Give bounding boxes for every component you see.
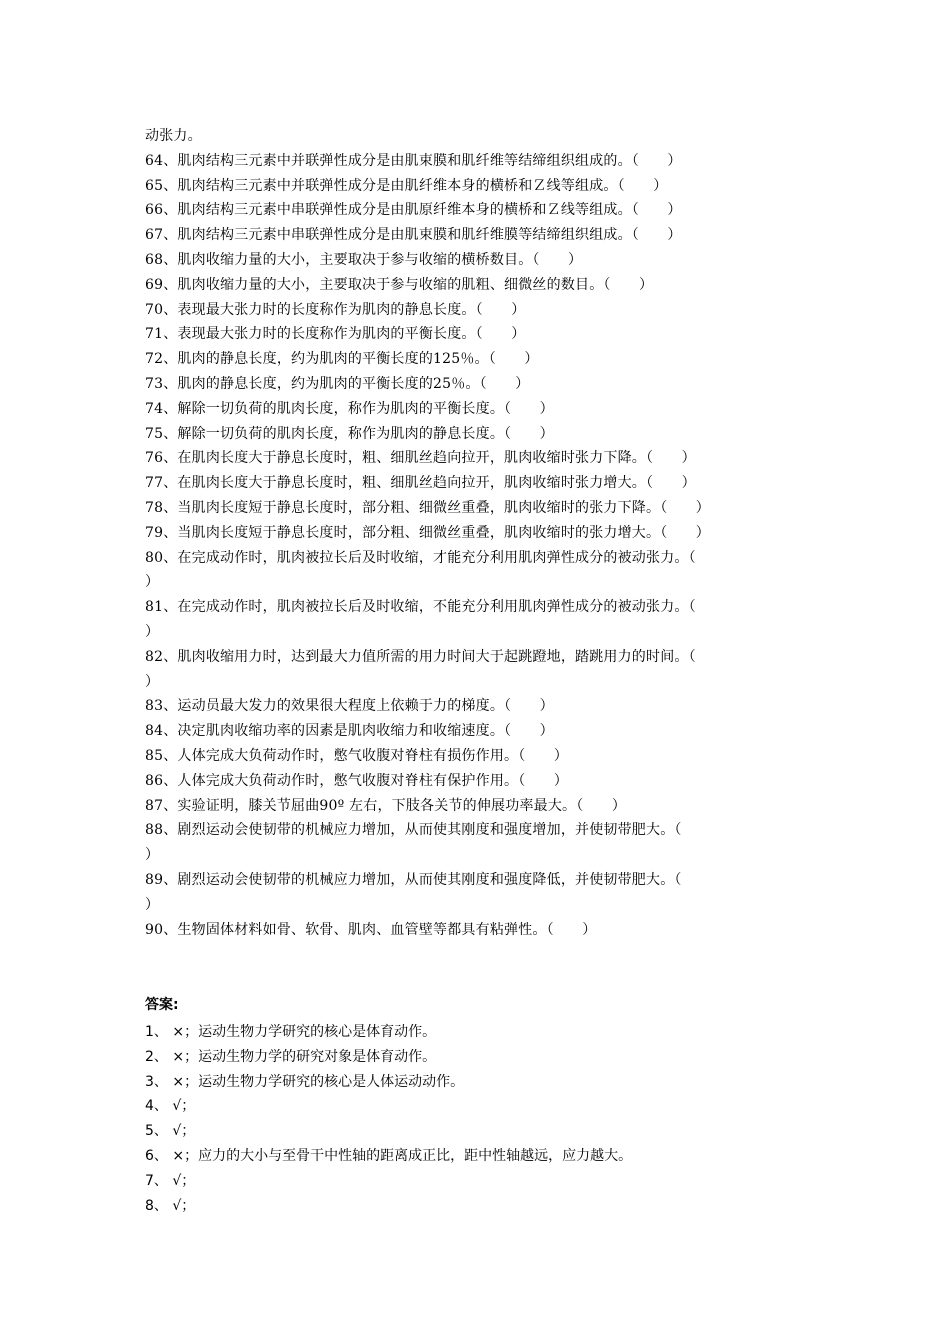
answer-line: 3、 ×；运动生物力学研究的核心是人体运动动作。	[145, 1073, 465, 1090]
answer-line: 8、 √；	[145, 1197, 196, 1214]
question-line: 67、肌肉结构三元素中串联弹性成分是由肌束膜和肌纤维膜等结缔组织组成。（ ）	[145, 227, 682, 244]
question-line: 74、解除一切负荷的肌肉长度，称作为肌肉的平衡长度。（ ）	[145, 400, 554, 417]
question-line: 89、剧烈运动会使韧带的机械应力增加，从而使其刚度和强度降低，并使韧带肥大。（	[145, 871, 682, 888]
question-line: 76、在肌肉长度大于静息长度时，粗、细肌丝趋向拉开，肌肉收缩时张力下降。（ ）	[145, 450, 696, 467]
question-line: 84、决定肌肉收缩功率的因素是肌肉收缩力和收缩速度。（ ）	[145, 723, 554, 740]
question-line: 86、人体完成大负荷动作时，憋气收腹对脊柱有保护作用。（ ）	[145, 772, 569, 789]
question-line: 79、当肌肉长度短于静息长度时，部分粗、细微丝重叠，肌肉收缩时的张力增大。（ ）	[145, 524, 711, 541]
question-line: 81、在完成动作时，肌肉被拉长后及时收缩，不能充分利用肌肉弹性成分的被动张力。（	[145, 599, 696, 616]
question-line: 72、肌肉的静息长度，约为肌肉的平衡长度的125％。（ ）	[145, 351, 539, 368]
question-line: 65、肌肉结构三元素中并联弹性成分是由肌纤维本身的横桥和Ｚ线等组成。（ ）	[145, 177, 668, 194]
question-line: 64、肌肉结构三元素中并联弹性成分是由肌束膜和肌纤维等结缔组织组成的。（ ）	[145, 152, 682, 169]
question-line: 71、表现最大张力时的长度称作为肌肉的平衡长度。（ ）	[145, 326, 526, 343]
question-line: ）	[145, 574, 160, 591]
question-line: ）	[145, 847, 160, 864]
question-line: 73、肌肉的静息长度，约为肌肉的平衡长度的25％。（ ）	[145, 375, 530, 392]
question-line: 77、在肌肉长度大于静息长度时，粗、细肌丝趋向拉开，肌肉收缩时张力增大。（ ）	[145, 475, 696, 492]
question-line: ）	[145, 673, 160, 690]
question-line: 75、解除一切负荷的肌肉长度，称作为肌肉的静息长度。（ ）	[145, 425, 554, 442]
question-list	[145, 124, 825, 942]
question-line: 69、肌肉收缩力量的大小，主要取决于参与收缩的肌粗、细微丝的数目。（ ）	[145, 276, 654, 293]
question-line: 66、肌肉结构三元素中串联弹性成分是由肌原纤维本身的横桥和Ｚ线等组成。（ ）	[145, 202, 682, 219]
question-line: 70、表现最大张力时的长度称作为肌肉的静息长度。（ ）	[145, 301, 526, 318]
question-line: 80、在完成动作时，肌肉被拉长后及时收缩，才能充分利用肌肉弹性成分的被动张力。（	[145, 549, 696, 566]
question-line: 动张力。	[145, 128, 202, 144]
answers-heading: 答案:	[145, 997, 179, 1013]
answer-line: 6、 ×；应力的大小与至骨干中性轴的距离成正比，距中性轴越远，应力越大。	[145, 1147, 633, 1164]
question-line: 87、实验证明，膝关节屈曲90º 左右，下肢各关节的伸展功率最大。（ ）	[145, 797, 627, 814]
question-line: ）	[145, 623, 160, 640]
question-line: 83、运动员最大发力的效果很大程度上依赖于力的梯度。（ ）	[145, 698, 554, 715]
question-line: 90、生物固体材料如骨、软骨、肌肉、血管壁等都具有粘弹性。（ ）	[145, 921, 597, 938]
answer-line: 1、 ×；运动生物力学研究的核心是体育动作。	[145, 1024, 437, 1040]
question-line: ）	[145, 896, 160, 913]
answer-line: 7、 √；	[145, 1172, 196, 1189]
question-line: 82、肌肉收缩用力时，达到最大力值所需的用力时间大于起跳蹬地，踏跳用力的时间。（	[145, 648, 696, 665]
question-line: 68、肌肉收缩力量的大小，主要取决于参与收缩的横桥数目。（ ）	[145, 251, 583, 268]
question-line: 78、当肌肉长度短于静息长度时，部分粗、细微丝重叠，肌肉收缩时的张力下降。（ ）	[145, 499, 711, 516]
question-line: 88、剧烈运动会使韧带的机械应力增加，从而使其刚度和强度增加，并使韧带肥大。（	[145, 822, 682, 839]
answer-line: 2、 ×；运动生物力学的研究对象是体育动作。	[145, 1048, 437, 1065]
answer-line: 5、 √；	[145, 1123, 196, 1140]
question-line: 85、人体完成大负荷动作时，憋气收腹对脊柱有损伤作用。（ ）	[145, 747, 569, 764]
answer-line: 4、 √；	[145, 1098, 196, 1115]
answer-list	[145, 1020, 825, 1218]
